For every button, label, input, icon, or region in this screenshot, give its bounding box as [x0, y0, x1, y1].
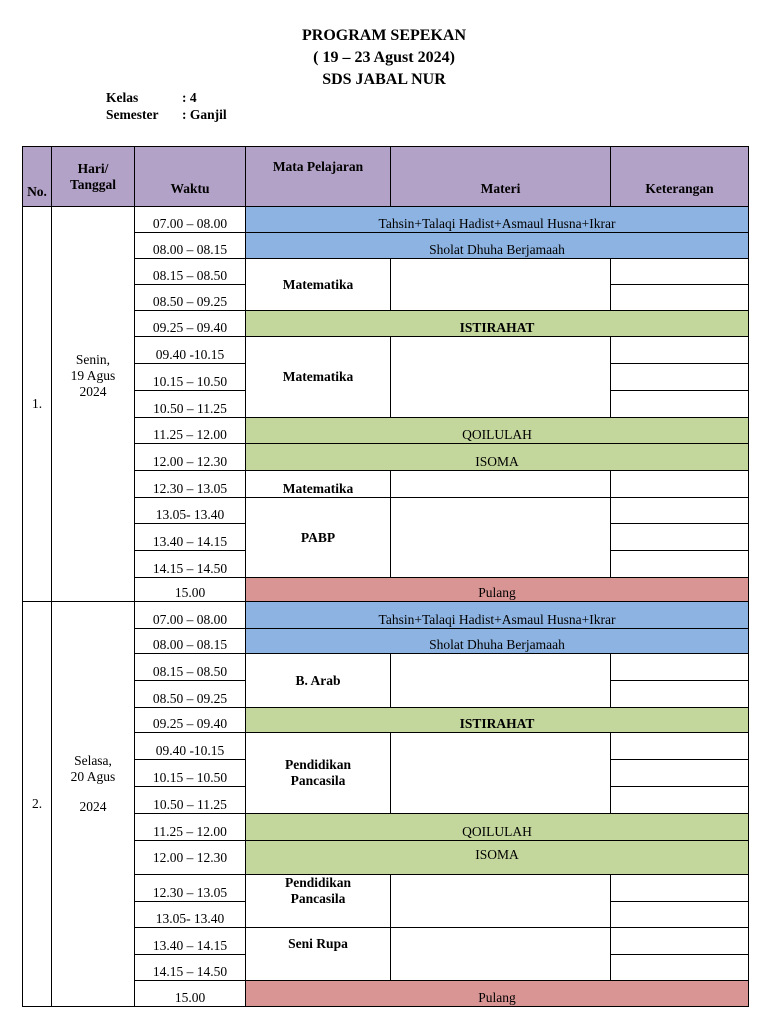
keterangan-cell	[611, 471, 749, 498]
day-number: 2.	[23, 602, 52, 1007]
day-date	[52, 207, 135, 602]
isoma-activity: ISOMA	[246, 444, 749, 471]
keterangan-cell	[611, 524, 749, 551]
dhuha-activity: Sholat Dhuha Berjamaah	[246, 233, 749, 259]
col-hari-line2: Tanggal	[69, 176, 117, 192]
time-cell: 09.40 -10.15	[135, 337, 246, 364]
time-cell: 08.15 – 08.50	[135, 654, 246, 681]
time-cell: 14.15 – 14.50	[135, 551, 246, 578]
time-cell: 08.15 – 08.50	[135, 259, 246, 285]
subject-cell: PABP	[246, 498, 391, 578]
time-cell: 15.00	[135, 981, 246, 1007]
materi-cell	[391, 259, 611, 311]
materi-cell	[391, 654, 611, 708]
day-line1: Selasa,	[74, 753, 112, 768]
time-cell: 13.40 – 14.15	[135, 928, 246, 955]
day-line2: 19 Agus	[70, 368, 116, 383]
day-number: 1.	[23, 207, 52, 602]
dhuha-activity: Sholat Dhuha Berjamaah	[246, 629, 749, 654]
time-cell: 08.50 – 09.25	[135, 285, 246, 311]
kelas-row	[106, 90, 197, 106]
day-date	[52, 602, 135, 1007]
subject-cell: Matematika	[246, 259, 391, 311]
day-tuesday	[23, 602, 749, 1007]
table-header-row	[23, 147, 749, 207]
subject-line2: Pancasila	[290, 891, 346, 906]
page-title: PROGRAM SEPEKAN	[302, 27, 466, 44]
keterangan-cell	[611, 902, 749, 928]
time-cell: 12.00 – 12.30	[135, 841, 246, 875]
time-cell: 10.50 – 11.25	[135, 391, 246, 418]
time-cell: 08.00 – 08.15	[135, 233, 246, 259]
col-waktu: Waktu	[135, 147, 246, 207]
col-mapel: Mata Pelajaran	[246, 147, 391, 207]
subject-cell: Matematika	[246, 471, 391, 498]
time-cell: 09.25 – 09.40	[135, 708, 246, 733]
schedule-table	[22, 146, 749, 1007]
day-line1: Senin,	[75, 352, 111, 367]
keterangan-cell	[611, 875, 749, 902]
qoilulah-activity: QOILULAH	[246, 418, 749, 444]
time-cell: 10.15 – 10.50	[135, 760, 246, 787]
tahsin-activity: Tahsin+Talaqi Hadist+Asmaul Husna+Ikrar	[246, 602, 749, 629]
time-cell: 12.30 – 13.05	[135, 875, 246, 902]
keterangan-cell	[611, 551, 749, 578]
time-cell: 07.00 – 08.00	[135, 602, 246, 629]
time-cell: 13.05- 13.40	[135, 498, 246, 524]
isoma-activity: ISOMA	[246, 841, 749, 875]
date-range: ( 19 – 23 Agust 2024)	[313, 49, 455, 66]
col-no: No.	[23, 147, 52, 207]
col-materi: Materi	[391, 147, 611, 207]
materi-cell	[391, 471, 611, 498]
col-hari-line1: Hari/	[77, 160, 109, 176]
time-cell: 14.15 – 14.50	[135, 955, 246, 981]
time-cell: 13.40 – 14.15	[135, 524, 246, 551]
subject-cell: Seni Rupa	[246, 928, 391, 981]
istirahat-activity: ISTIRAHAT	[246, 311, 749, 337]
time-cell: 15.00	[135, 578, 246, 602]
keterangan-cell	[611, 364, 749, 391]
school-name: SDS JABAL NUR	[322, 71, 446, 88]
table-row	[23, 602, 749, 629]
keterangan-cell	[611, 654, 749, 681]
col-keterangan: Keterangan	[611, 147, 749, 207]
materi-cell	[391, 733, 611, 814]
subject-line1: Pendidikan	[284, 757, 352, 772]
kelas-label: Kelas	[106, 90, 139, 105]
time-cell: 10.50 – 11.25	[135, 787, 246, 814]
subject-cell: B. Arab	[246, 654, 391, 708]
keterangan-cell	[611, 955, 749, 981]
keterangan-cell	[611, 498, 749, 524]
table-row	[23, 207, 749, 233]
time-cell: 13.05- 13.40	[135, 902, 246, 928]
day-line3: 2024	[79, 384, 107, 399]
keterangan-cell	[611, 787, 749, 814]
time-cell: 08.00 – 08.15	[135, 629, 246, 654]
pulang-activity: Pulang	[246, 578, 749, 602]
time-cell: 12.30 – 13.05	[135, 471, 246, 498]
col-hari	[52, 147, 135, 207]
materi-cell	[391, 928, 611, 981]
keterangan-cell	[611, 285, 749, 311]
subject-line2: Pancasila	[290, 773, 346, 788]
materi-cell	[391, 875, 611, 928]
keterangan-cell	[611, 259, 749, 285]
keterangan-cell	[611, 337, 749, 364]
materi-cell	[391, 498, 611, 578]
kelas-value: : 4	[182, 90, 197, 105]
tahsin-activity: Tahsin+Talaqi Hadist+Asmaul Husna+Ikrar	[246, 207, 749, 233]
subject-line1: Pendidikan	[284, 875, 352, 890]
semester-label: Semester	[106, 107, 159, 122]
keterangan-cell	[611, 733, 749, 760]
pulang-activity: Pulang	[246, 981, 749, 1007]
keterangan-cell	[611, 681, 749, 708]
time-cell: 09.40 -10.15	[135, 733, 246, 760]
keterangan-cell	[611, 391, 749, 418]
subject-cell	[246, 733, 391, 814]
istirahat-activity: ISTIRAHAT	[246, 708, 749, 733]
time-cell: 09.25 – 09.40	[135, 311, 246, 337]
qoilulah-activity: QOILULAH	[246, 814, 749, 841]
keterangan-cell	[611, 928, 749, 955]
day-line3: 2024	[79, 799, 107, 814]
materi-cell	[391, 337, 611, 418]
time-cell: 08.50 – 09.25	[135, 681, 246, 708]
time-cell: 12.00 – 12.30	[135, 444, 246, 471]
time-cell: 07.00 – 08.00	[135, 207, 246, 233]
keterangan-cell	[611, 760, 749, 787]
subject-cell	[246, 875, 391, 928]
semester-row	[106, 107, 227, 123]
time-cell: 10.15 – 10.50	[135, 364, 246, 391]
day-monday	[23, 207, 749, 602]
time-cell: 11.25 – 12.00	[135, 418, 246, 444]
subject-cell: Matematika	[246, 337, 391, 418]
time-cell: 11.25 – 12.00	[135, 814, 246, 841]
semester-value: : Ganjil	[182, 107, 227, 122]
day-line2: 20 Agus	[70, 769, 116, 784]
